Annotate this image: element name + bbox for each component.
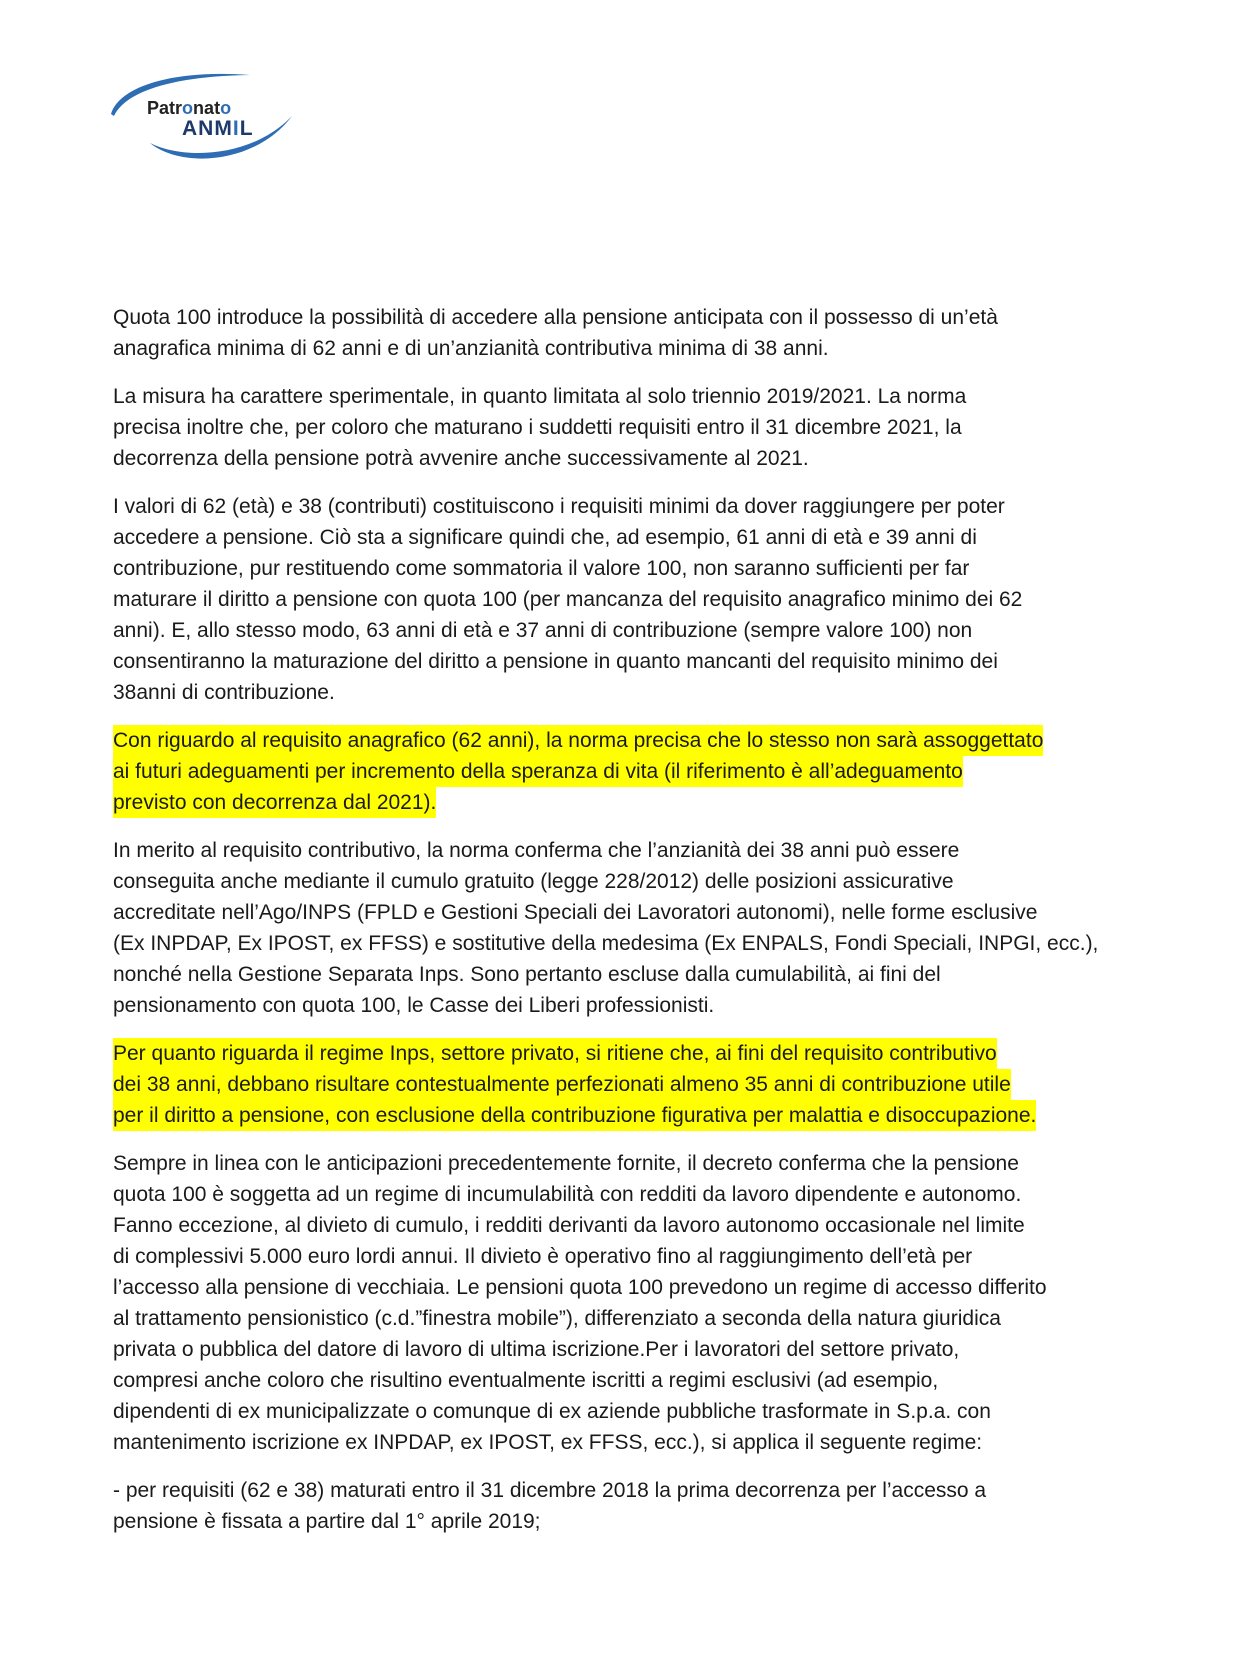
paragraph-line: di complessivi 5.000 euro lordi annui. Il divieto è operativo fino al raggiungimento dell’età per xyxy=(113,1245,973,1268)
paragraph-line: al trattamento pensionistico (c.d.”finestra mobile”), differenziato a seconda della natura giuridica xyxy=(113,1307,1001,1330)
paragraph-line: compresi anche coloro che risultino eventualmente iscritti a regimi esclusivi (ad esempio, xyxy=(113,1369,939,1392)
paragraph-line: consentiranno la maturazione del diritto a pensione in quanto mancanti del requisito minimo dei xyxy=(113,650,998,673)
paragraph-intro xyxy=(113,302,1123,364)
logo-anmil-text: ANMIL xyxy=(182,117,254,140)
paragraph-line: maturare il diritto a pensione con quota 100 (per mancanza del requisito anagrafico minimo dei 62 xyxy=(113,588,1023,611)
paragraph-line: Quota 100 introduce la possibilità di accedere alla pensione anticipata con il possesso di un’età xyxy=(113,306,998,329)
paragraph-line: quota 100 è soggetta ad un regime di incumulabilità con redditi da lavoro dipendente e autonomo. xyxy=(113,1183,1022,1206)
paragraph-line: privata o pubblica del datore di lavoro di ultima iscrizione.Per i lavoratori del settore privato, xyxy=(113,1338,960,1361)
paragraph-line: In merito al requisito contributivo, la norma conferma che l’anzianità dei 38 anni può essere xyxy=(113,839,960,862)
paragraph-trial-period xyxy=(113,381,1123,474)
paragraph-line: per il diritto a pensione, con esclusione della contribuzione figurativa per malattia e disoccupazione. xyxy=(113,1100,1036,1131)
paragraph-inps-private-sector-highlighted xyxy=(113,1038,1123,1131)
paragraph-line: - per requisiti (62 e 38) maturati entro il 31 dicembre 2018 la prima decorrenza per l’accesso a xyxy=(113,1479,987,1502)
paragraph-income-incompatibility xyxy=(113,1148,1123,1458)
paragraph-age-requirement-highlighted xyxy=(113,725,1123,818)
paragraph-line: Con riguardo al requisito anagrafico (62 anni), la norma precisa che lo stesso non sarà assoggettato xyxy=(113,725,1043,756)
paragraph-line: I valori di 62 (età) e 38 (contributi) costituiscono i requisiti minimi da dover raggiungere per poter xyxy=(113,495,1005,518)
paragraph-line: decorrenza della pensione potrà avvenire anche successivamente al 2021. xyxy=(113,447,809,470)
paragraph-line: accedere a pensione. Ciò sta a significare quindi che, ad esempio, 61 anni di età e 39 anni di xyxy=(113,526,977,549)
paragraph-line: pensione è fissata a partire dal 1° aprile 2019; xyxy=(113,1510,541,1533)
paragraph-line: previsto con decorrenza dal 2021). xyxy=(113,787,436,818)
paragraph-line: dei 38 anni, debbano risultare contestualmente perfezionati almeno 35 anni di contribuzione utile xyxy=(113,1069,1011,1100)
logo-patronato-text: Patronato xyxy=(147,98,232,118)
paragraph-first-window-2018 xyxy=(113,1475,1123,1537)
paragraph-line: dipendenti di ex municipalizzate o comunque di ex aziende pubbliche trasformate in S.p.a. con xyxy=(113,1400,991,1423)
paragraph-line: anni). E, allo stesso modo, 63 anni di età e 37 anni di contribuzione (sempre valore 100) non xyxy=(113,619,973,642)
paragraph-line: Per quanto riguarda il regime Inps, settore privato, si ritiene che, ai fini del requisito contributivo xyxy=(113,1038,997,1069)
patronato-anmil-logo xyxy=(100,60,310,175)
paragraph-line: nonché nella Gestione Separata Inps. Sono pertanto escluse dalla cumulabilità, ai fini del xyxy=(113,963,941,986)
paragraph-line: l’accesso alla pensione di vecchiaia. Le pensioni quota 100 prevedono un regime di accesso differito xyxy=(113,1276,1047,1299)
paragraph-line: conseguita anche mediante il cumulo gratuito (legge 228/2012) delle posizioni assicurative xyxy=(113,870,954,893)
logo-graphic xyxy=(100,60,310,175)
paragraph-line: accreditate nell’Ago/INPS (FPLD e Gestioni Speciali dei Lavoratori autonomi), nelle forme esclusive xyxy=(113,901,1038,924)
paragraph-line: ai futuri adeguamenti per incremento della speranza di vita (il riferimento è all’adeguamento xyxy=(113,756,963,787)
paragraph-line: mantenimento iscrizione ex INPDAP, ex IPOST, ex FFSS, ecc.), si applica il seguente regime: xyxy=(113,1431,983,1454)
paragraph-line: La misura ha carattere sperimentale, in quanto limitata al solo triennio 2019/2021. La norma xyxy=(113,385,967,408)
paragraph-line: pensionamento con quota 100, le Casse dei Liberi professionisti. xyxy=(113,994,715,1017)
paragraph-minimum-requirements xyxy=(113,491,1123,708)
document-body xyxy=(113,302,1123,1554)
paragraph-line: 38anni di contribuzione. xyxy=(113,681,335,704)
paragraph-line: precisa inoltre che, per coloro che maturano i suddetti requisiti entro il 31 dicembre 2021, la xyxy=(113,416,962,439)
paragraph-line: anagrafica minima di 62 anni e di un’anzianità contributiva minima di 38 anni. xyxy=(113,337,829,360)
paragraph-line: Sempre in linea con le anticipazioni precedentemente fornite, il decreto conferma che la pensione xyxy=(113,1152,1019,1175)
paragraph-line: contribuzione, pur restituendo come sommatoria il valore 100, non saranno sufficienti per far xyxy=(113,557,970,580)
paragraph-line: Fanno eccezione, al divieto di cumulo, i redditi derivanti da lavoro autonomo occasionale nel limite xyxy=(113,1214,1025,1237)
paragraph-line: (Ex INPDAP, Ex IPOST, ex FFSS) e sostitutive della medesima (Ex ENPALS, Fondi Speciali, INPGI, ecc.), xyxy=(113,932,1099,955)
paragraph-contribution-cumulation xyxy=(113,835,1123,1021)
